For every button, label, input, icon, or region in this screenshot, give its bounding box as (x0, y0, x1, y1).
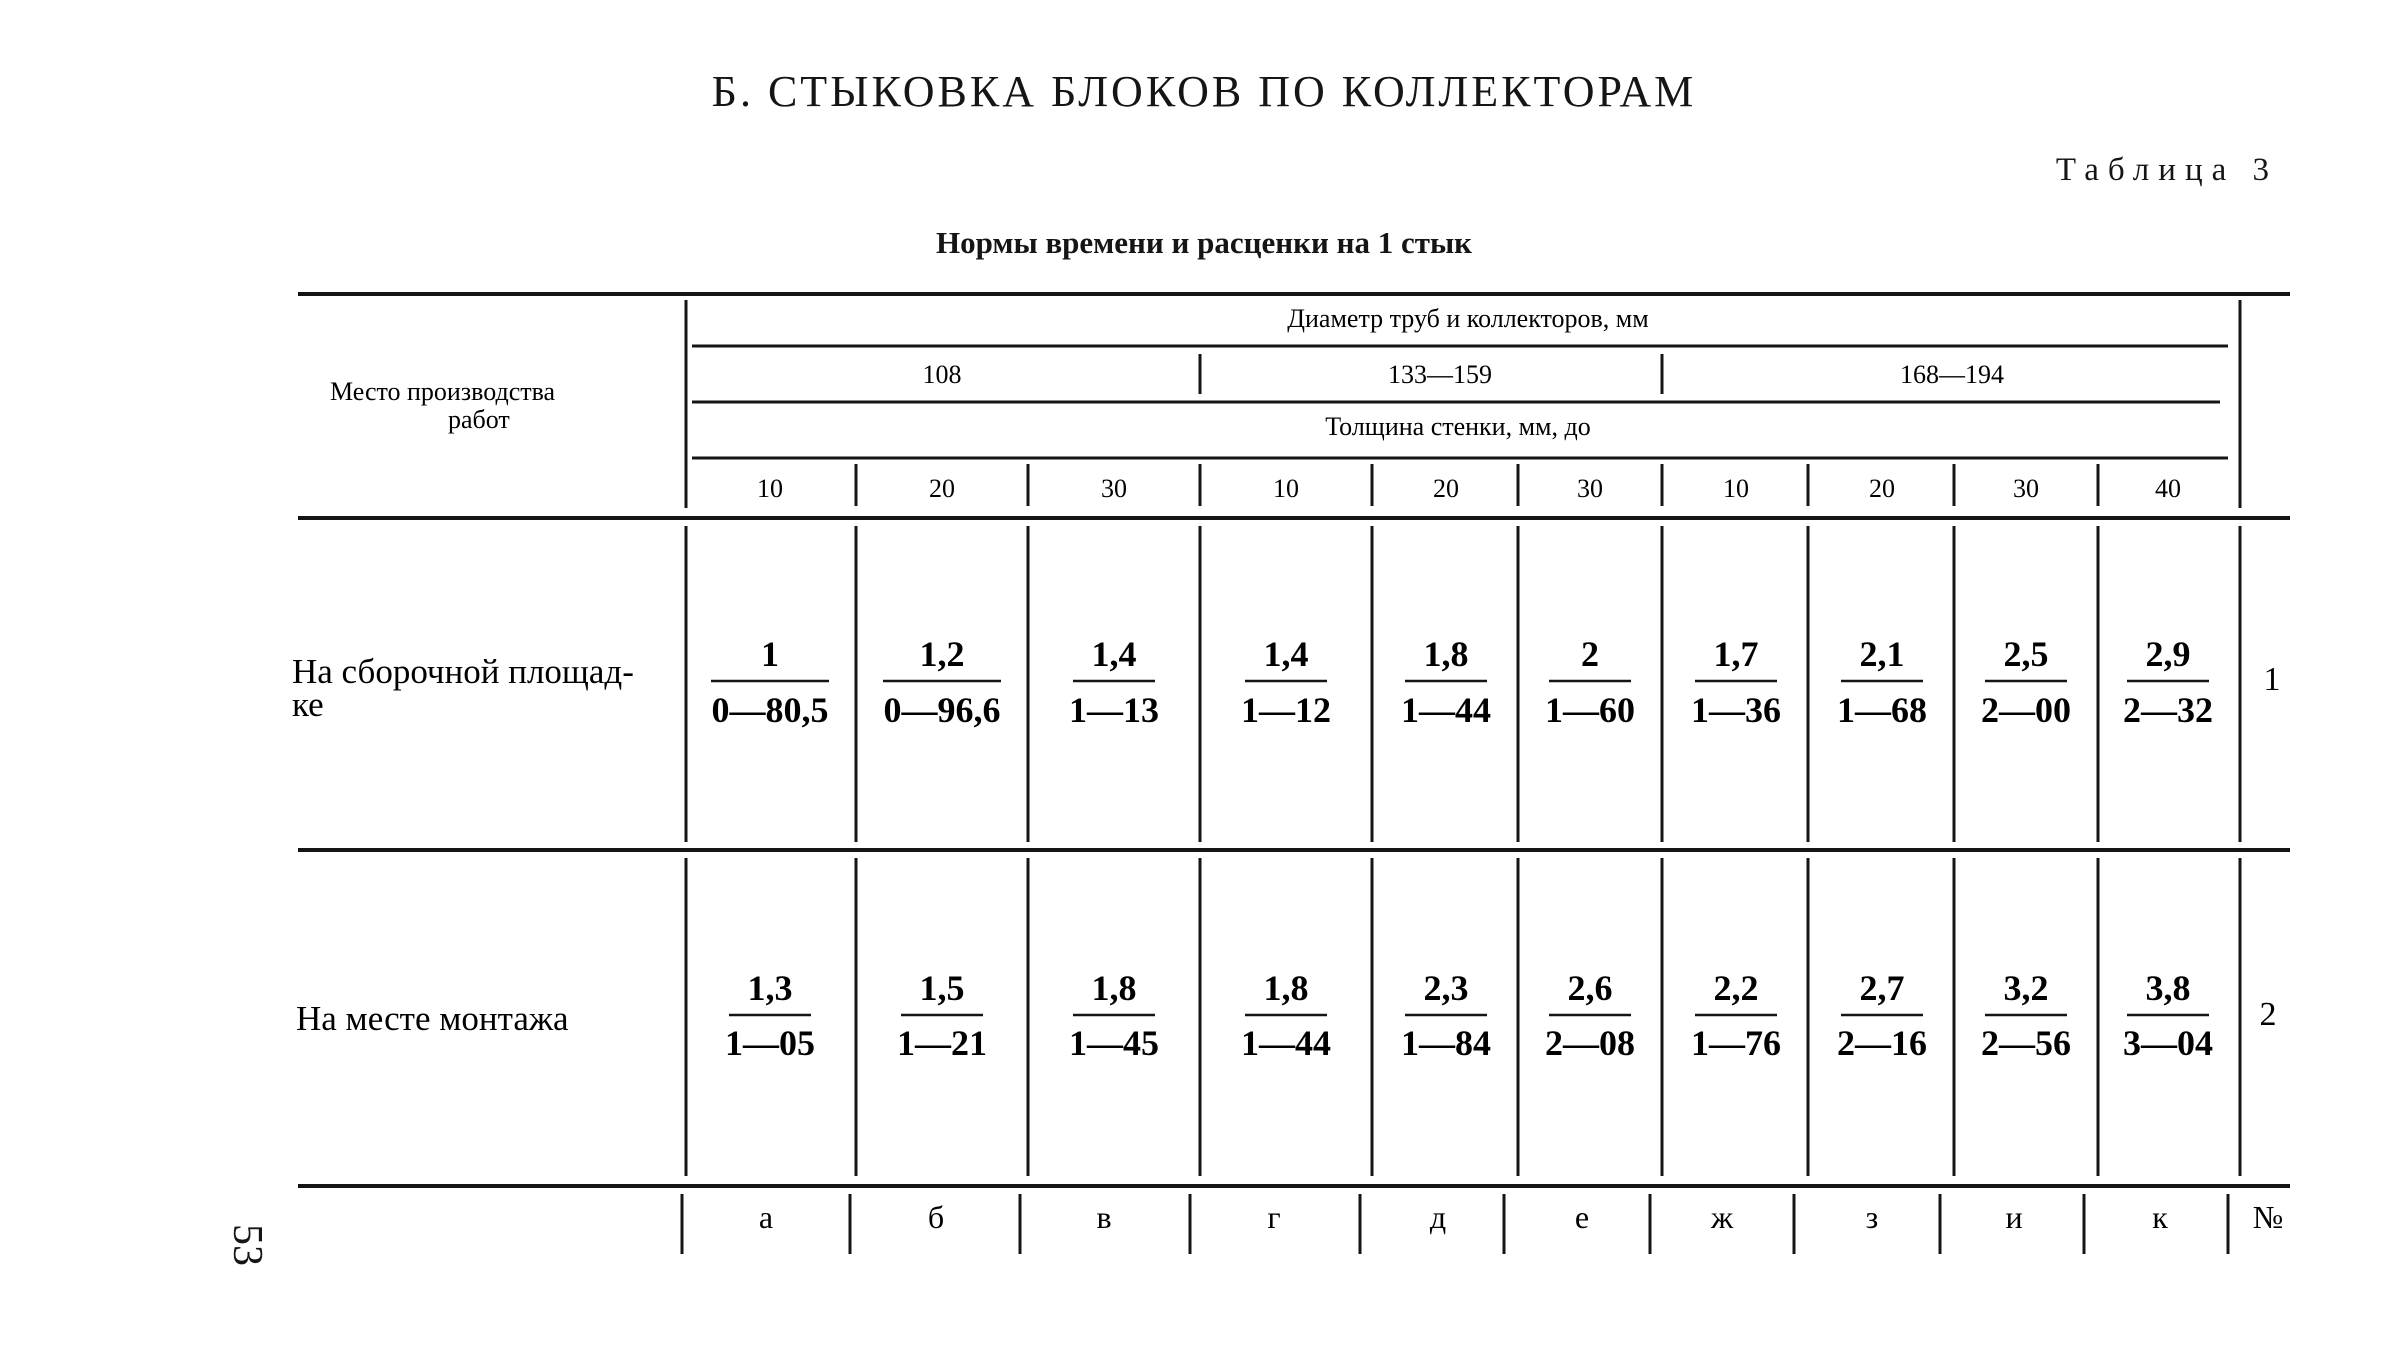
rate-value: 1—12 (1241, 690, 1331, 730)
norm-time-value: 2,9 (2145, 634, 2191, 674)
norm-time-value: 1,5 (919, 968, 965, 1008)
column-letter: к (2152, 1199, 2168, 1235)
rate-value: 1—68 (1837, 690, 1927, 730)
row-label-installation: На месте монтажа (296, 999, 569, 1038)
thickness-value: 20 (1869, 474, 1895, 503)
rate-value: 1—36 (1691, 690, 1781, 730)
diameter-group-168-194: 168—194 (1900, 360, 2004, 389)
thickness-value: 20 (929, 474, 955, 503)
norm-time-value: 2,2 (1713, 968, 1759, 1008)
thickness-value: 40 (2155, 474, 2181, 503)
column-letter: б (927, 1199, 945, 1235)
norm-time-value: 1,4 (1091, 634, 1137, 674)
thickness-value: 30 (1577, 474, 1603, 503)
norm-time-value: 1 (761, 634, 779, 674)
rate-value: 1—13 (1069, 690, 1159, 730)
row-label-assembly-line2: ке (292, 685, 324, 724)
rate-value: 2—08 (1545, 1023, 1635, 1063)
thickness-value: 10 (1723, 474, 1749, 503)
rate-value: 0—96,6 (883, 690, 1001, 730)
norm-time-value: 1,4 (1263, 634, 1309, 674)
rate-value: 1—84 (1401, 1023, 1491, 1063)
column-letter: г (1267, 1199, 1281, 1235)
table-rules (298, 294, 2290, 1254)
rate-value: 1—44 (1401, 690, 1491, 730)
rate-value: 3—04 (2123, 1023, 2213, 1063)
norm-time-value: 1,2 (919, 634, 965, 674)
place-header-line2: работ (448, 405, 510, 434)
diameter-group-108: 108 (922, 360, 962, 389)
column-letter: д (1429, 1199, 1447, 1235)
norm-time-value: 1,3 (747, 968, 793, 1008)
rate-value: 1—45 (1069, 1023, 1159, 1063)
thickness-value: 10 (1273, 474, 1299, 503)
column-letter: з (1865, 1199, 1879, 1235)
norm-time-value: 1,8 (1423, 634, 1469, 674)
rate-value: 1—76 (1691, 1023, 1781, 1063)
thickness-value: 30 (1101, 474, 1127, 503)
diameter-header: Диаметр труб и коллекторов, мм (1287, 304, 1649, 333)
thickness-value: 20 (1433, 474, 1459, 503)
norm-time-value: 1,7 (1713, 634, 1759, 674)
column-letter: а (758, 1199, 774, 1235)
rate-value: 1—21 (897, 1023, 987, 1063)
norm-time-value: 2,3 (1423, 968, 1469, 1008)
place-header-line1: Место производства (330, 377, 556, 406)
section-heading: Б. СТЫКОВКА БЛОКОВ ПО КОЛЛЕКТОРАМ (711, 67, 1697, 116)
rate-value: 0—80,5 (711, 690, 829, 730)
column-letter: ж (1710, 1199, 1734, 1235)
thickness-value: 10 (757, 474, 783, 503)
norm-time-value: 1,8 (1091, 968, 1137, 1008)
norm-time-value: 2 (1581, 634, 1599, 674)
rate-value: 1—44 (1241, 1023, 1331, 1063)
diameter-group-133-159: 133—159 (1388, 360, 1492, 389)
rate-value: 1—60 (1545, 690, 1635, 730)
rate-value: 1—05 (725, 1023, 815, 1063)
number-header: № (2252, 1199, 2284, 1235)
column-letter: в (1096, 1199, 1112, 1235)
row-label-assembly-line1: На сборочной площад- (292, 652, 634, 691)
norm-time-value: 2,5 (2003, 634, 2049, 674)
row-number-1: 1 (2263, 661, 2281, 698)
column-letter: и (2005, 1199, 2023, 1235)
table-caption: Нормы времени и расценки на 1 стык (935, 225, 1473, 260)
rate-value: 2—00 (1981, 690, 2071, 730)
rate-value: 2—16 (1837, 1023, 1927, 1063)
page-number: 53 (224, 1224, 270, 1266)
rate-value: 2—56 (1981, 1023, 2071, 1063)
norm-time-value: 2,7 (1859, 968, 1905, 1008)
norm-time-value: 2,1 (1859, 634, 1905, 674)
norm-time-value: 2,6 (1567, 968, 1613, 1008)
row-number-2: 2 (2259, 996, 2277, 1033)
column-letter: е (1574, 1199, 1590, 1235)
norm-time-value: 3,2 (2003, 968, 2049, 1008)
norm-time-value: 3,8 (2145, 968, 2191, 1008)
thickness-header: Толщина стенки, мм, до (1325, 412, 1591, 441)
table-label: Таблица 3 (2055, 152, 2278, 188)
rate-value: 2—32 (2123, 690, 2213, 730)
norm-time-value: 1,8 (1263, 968, 1309, 1008)
thickness-value: 30 (2013, 474, 2039, 503)
